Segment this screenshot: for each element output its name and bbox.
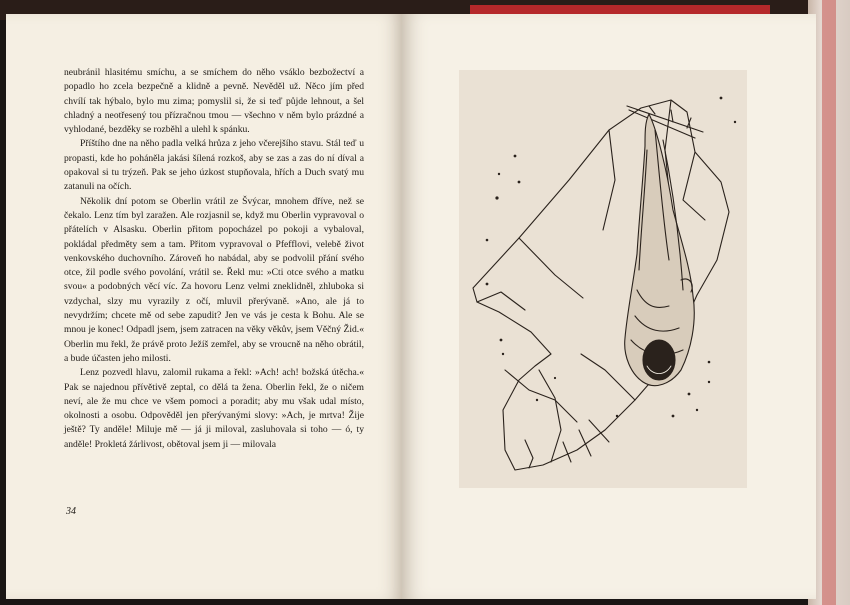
paragraph-3: Několik dní potom se Oberlin vrátil ze Švýcar, mnohem dříve, než se čekalo. Lenz tím byl zaražen. Ale rozjasnil se, když mu Oberlin vypravoval o přátelích v Alsasku. Oberlin přitom popocházel po pokoji a vybaloval, pokládal předměty sem a tam. Přitom vypravoval o Pfefflovi, velebě život venkovského duchovního. Zároveň ho nabádal, aby se podvolil přání svého otce, žil podle svého povolání, vrátil se. Řekl mu: »Cti otce svého a matku svou« a podobných věcí víc. Za hovoru Lenz velmi zneklidněl, zhluboka si vzdychal, slzy mu vyrazily z očí, mluvil přerývaně. »Ano, ale já to nevydržím; chcete mě od sebe zapudit? Jen ve vás je cesta k Bohu. Ale se mnou je konec! Odpadl jsem, jsem zatracen na věky věkův, jsem Věčný Žid.« Oberlin mu řekl, že právě proto Ježíš zemřel, aby se vroucně na něho obrátil, a bude účasten jeho milosti. [64,195,364,364]
page-number: 34 [66,506,76,517]
paragraph-2: Příštího dne na něho padla velká hrůza z jeho včerejšího stavu. Stál teď u propasti, kde ho poháněla jakási šílená rozkoš, aby se zas a zas do ní díval a opakoval si tu trýzeň. Pak se jeho úzkost stupňovala, hřích a Duch svatý mu zatanuli na očích. [64,138,364,193]
page-text [64,66,364,452]
illustration-plate [459,70,747,488]
paragraph-1: neubránil hlasitému smíchu, a se smíchem do něho vsáklo bezbožectví a popadlo ho zcela bezpečně a klidně a pevně. Nevěděl už. Něco jím před chvílí tak hýbalo, bylo mu zima; pomyslil si, že si teď půjde lehnout, a šel chladný a neotřesený tou přízračnou tmou — všechno v něm bylo prázdné a vyhlodané, bezděky se rozběhl a ulehl k spánku. [64,67,364,136]
paragraph-4: Lenz pozvedl hlavu, zalomil rukama a řekl: »Ach! ach! božská útěcha.« Pak se najednou přívětivě zeptal, co dělá ta žena. Oberlin řekl, že o ničem neví, ale že mu chce ve všem pomoci a poradit; aby mu však udal místo, okolnosti a osobu. Odpověděl jen přerývanými slovy: »Ach, je mrtva! Žije ještě? Ty anděle! Miluje mě — já ji miloval, zasluhovala si toho — ó, ty anděle! Prokletá žárlivost, obětoval jsem ji — milovala [64,367,364,450]
bat-head [643,340,675,380]
twig [627,106,703,132]
right-page [402,14,816,599]
left-page [6,14,402,599]
book-cover-right-red [822,0,836,605]
bat-hanging-icon [459,70,747,488]
